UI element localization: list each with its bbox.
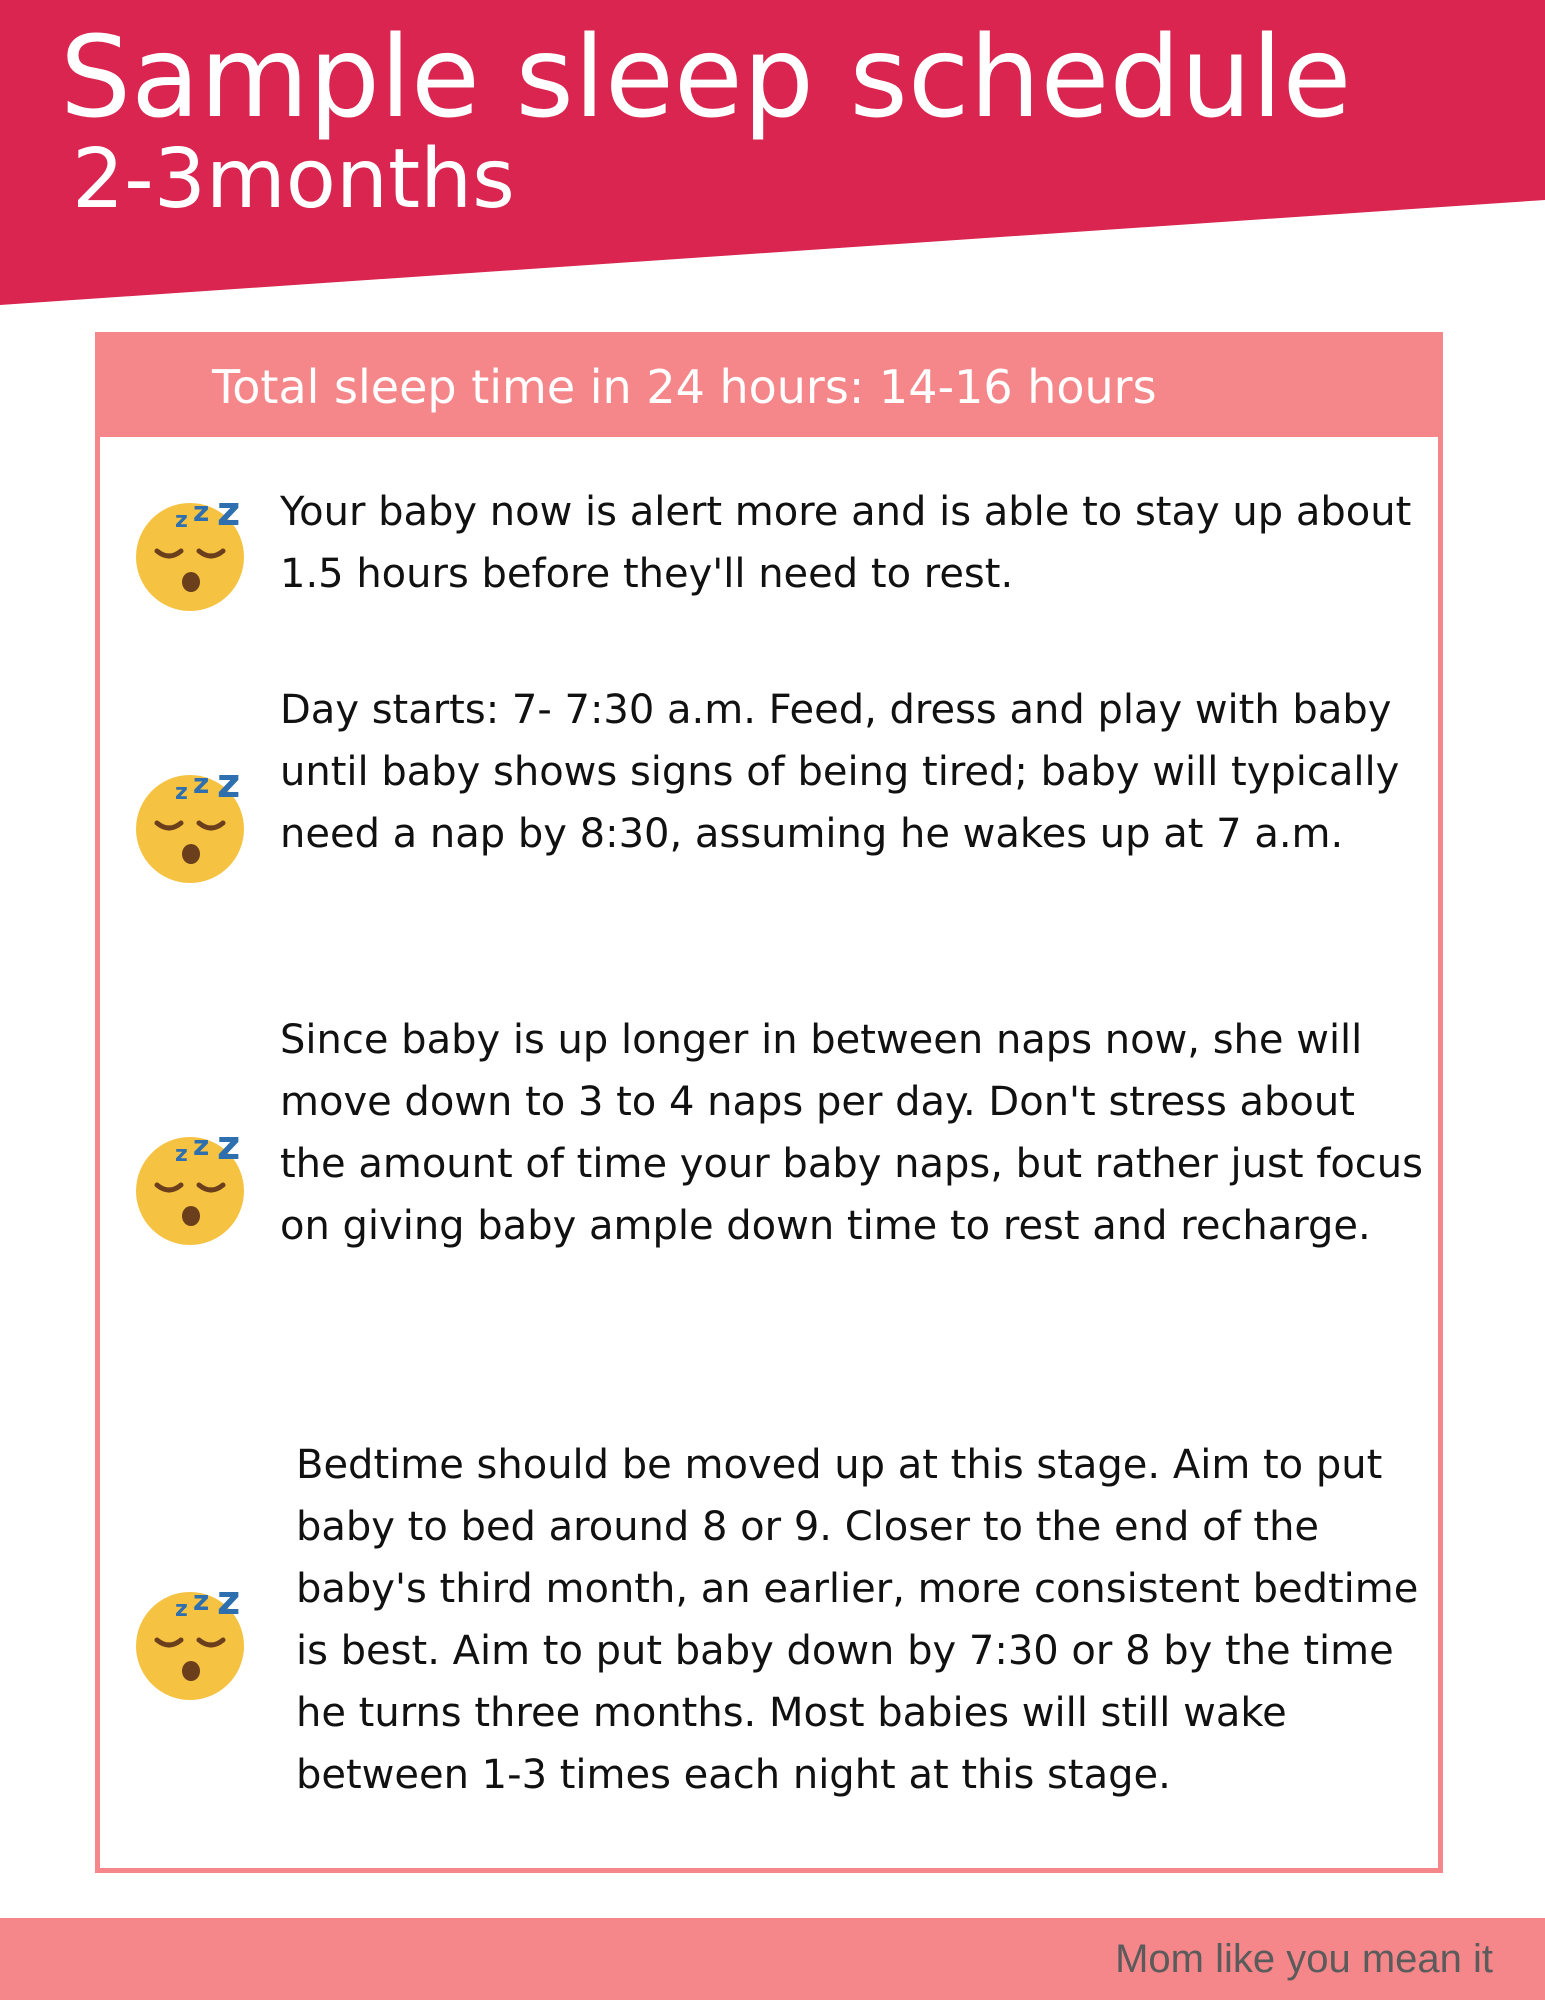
svg-text:z: z (217, 1123, 241, 1169)
item-text: Your baby now is alert more and is able to stay up about 1.5 hours before they'll need to rest. (280, 489, 1412, 597)
svg-text:z: z (175, 508, 188, 533)
svg-text:z: z (193, 767, 210, 800)
sleeping-face-icon (127, 757, 257, 887)
svg-text:z: z (193, 495, 210, 528)
svg-text:z: z (217, 489, 241, 535)
sleeping-face-icon (127, 485, 257, 615)
page-subtitle: 2-3months (72, 132, 515, 227)
sleeping-face-icon (127, 1119, 257, 1249)
footer-bar (0, 1918, 1545, 2000)
svg-text:z: z (175, 1142, 188, 1167)
page-title: Sample sleep schedule (60, 13, 1352, 143)
card-heading: Total sleep time in 24 hours: 14-16 hours (100, 337, 1438, 437)
schedule-card (95, 332, 1443, 1873)
item-text: Day starts: 7- 7:30 a.m. Feed, dress and play with baby until baby shows signs of being tired; baby will typically need a nap by 8:30, assuming he wakes up at 7 a.m. (280, 687, 1400, 857)
item-text: Bedtime should be moved up at this stage. Aim to put baby to bed around 8 or 9. Closer to the end of the baby's third month, an earlier, more consistent bedtime is best. Aim to put baby down by 7:30 or 8 by the time he turns three months. Most babies will still wake between 1-3 times each night at this stage. (296, 1442, 1419, 1798)
item-text: Since baby is up longer in between naps now, she will move down to 3 to 4 naps per day. Don't stress about the amount of time your baby naps, but rather just focus on giving baby ample down time to rest and recharge. (280, 1017, 1423, 1249)
svg-text:z: z (217, 761, 241, 807)
svg-text:z: z (193, 1584, 210, 1617)
svg-text:z: z (175, 1597, 188, 1622)
footer-brand: Mom like you mean it (1115, 1937, 1493, 1981)
sleeping-face-icon (127, 1574, 257, 1704)
svg-text:z: z (193, 1129, 210, 1162)
svg-text:z: z (217, 1578, 241, 1624)
svg-text:z: z (175, 780, 188, 805)
